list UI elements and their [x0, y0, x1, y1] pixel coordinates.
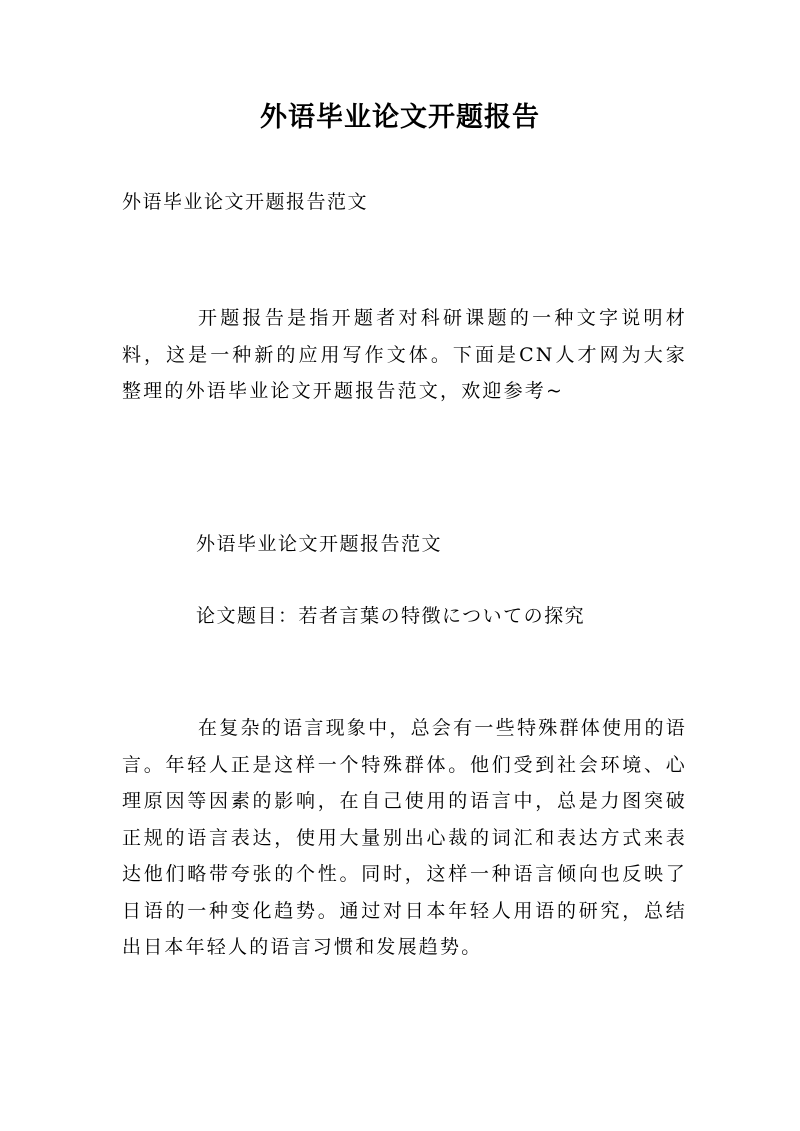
section-heading: 外语毕业论文开题报告范文: [196, 533, 443, 555]
document-title: 外语毕业论文开题报告: [260, 102, 540, 133]
intro-paragraph: 开题报告是指开题者对科研课题的一种文字说明材料，这是一种新的应用写作文体。下面是CN人才网为大家整理的外语毕业论文开题报告范文，欢迎参考~: [122, 307, 687, 402]
body-paragraph: 在复杂的语言现象中，总会有一些特殊群体使用的语言。年轻人正是这样一个特殊群体。他们受到社会环境、心理原因等因素的影响，在自己使用的语言中，总是力图突破正规的语言表达，使用大量别出心裁的词汇和表达方式来表达他们略带夸张的个性。同时，这样一种语言倾向也反映了日语的一种变化趋势。通过对日本年轻人用语的研究，总结出日本年轻人的语言习惯和发展趋势。: [122, 717, 687, 958]
document-subtitle: 外语毕业论文开题报告范文: [122, 191, 369, 213]
thesis-title: 论文题目：若者言葉の特徴についての探究: [196, 605, 586, 627]
